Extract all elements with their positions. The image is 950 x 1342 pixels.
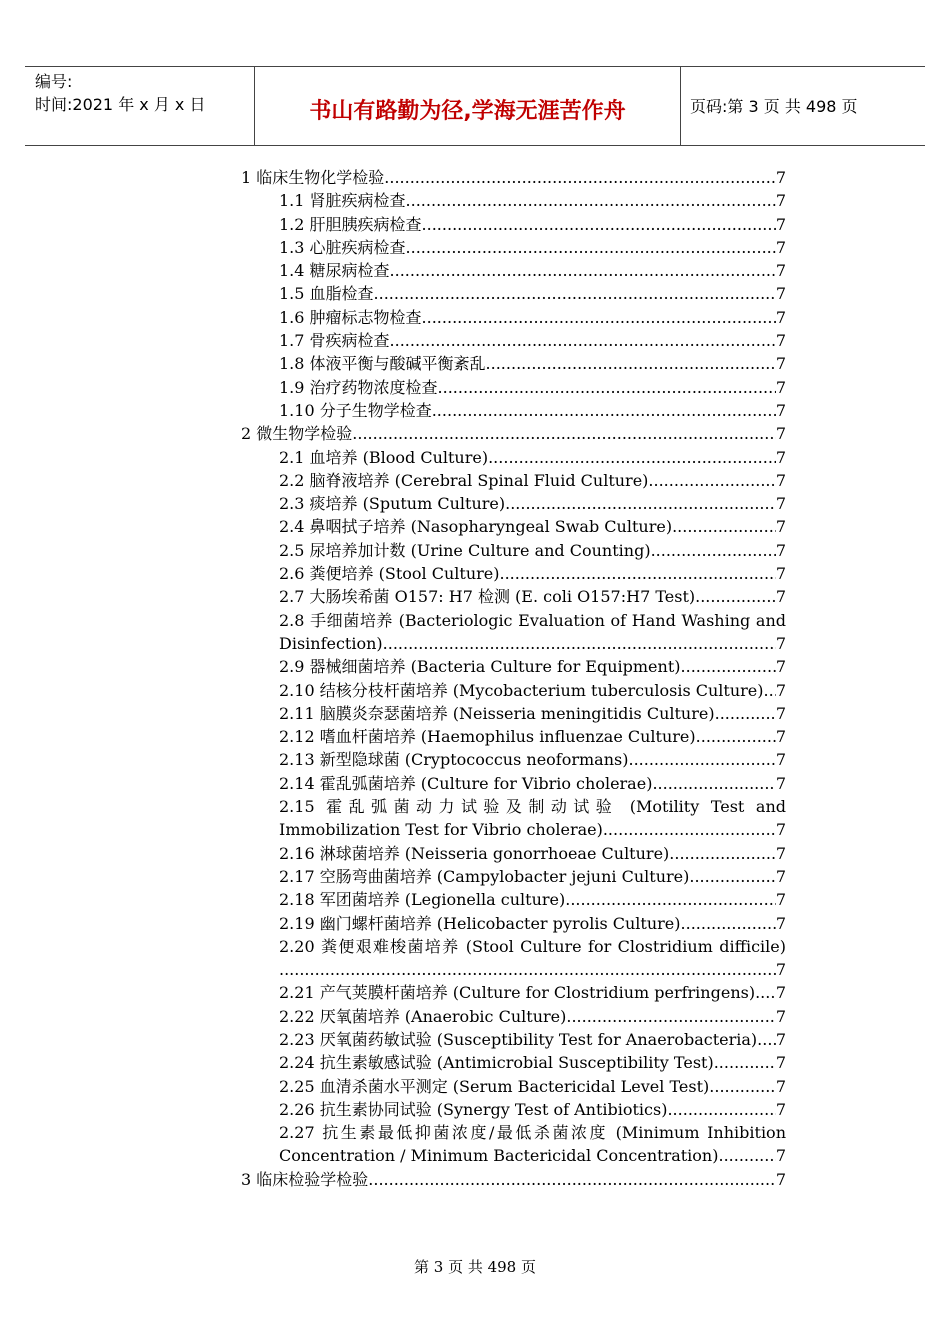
toc-page-number: 7 [775, 1006, 786, 1026]
toc-entry-title-continued: Immobilization Test for Vibrio cholerae) [279, 820, 603, 840]
toc-page-number: 7 [775, 564, 786, 584]
toc-entry[interactable] [279, 772, 786, 795]
toc-entry[interactable] [279, 329, 786, 352]
toc-entry[interactable] [279, 1075, 786, 1098]
page-footer: 第 3 页 共 498 页 [413, 1258, 536, 1276]
toc-entry-title: 2.24 抗生素敏感试验 (Antimicrobial Susceptibility Test) [279, 1053, 714, 1073]
toc-entry[interactable] [279, 492, 786, 515]
toc-entry[interactable] [279, 282, 786, 305]
toc-entry[interactable] [279, 935, 786, 982]
toc-page-number: 7 [775, 447, 786, 467]
toc-entry-title: 1.9 治疗药物浓度检查 [279, 377, 438, 397]
toc-entry-title: 2.6 粪便培养 (Stool Culture) [279, 564, 500, 584]
toc-entry[interactable] [279, 981, 786, 1004]
toc-entry-title: 2.5 尿培养加计数 (Urine Culture and Counting) [279, 540, 651, 560]
toc-entry-title: 1.1 肾脏疾病检查 [279, 191, 406, 211]
toc-entry[interactable] [279, 842, 786, 865]
toc-page-number: 7 [775, 168, 786, 187]
toc-entry-title: 2.2 脑脊液培养 (Cerebral Spinal Fluid Culture) [279, 470, 649, 490]
toc-entry-title: 2.3 痰培养 (Sputum Culture) [279, 494, 506, 514]
toc-page-number: 7 [775, 983, 786, 1003]
toc-page-number: 7 [775, 843, 786, 863]
toc-dot-leader [374, 282, 776, 305]
toc-entry-title: 2.9 器械细菌培养 (Bacteria Culture for Equipment) [279, 657, 681, 677]
toc-page-number: 7 [775, 890, 786, 910]
toc-page-number: 7 [775, 727, 786, 747]
toc-page-number: 7 [775, 237, 786, 257]
toc-dot-leader [709, 1075, 776, 1098]
toc-entry[interactable] [279, 585, 786, 608]
toc-dot-leader [279, 958, 776, 981]
toc-entry-title: 2.20 粪便艰难梭菌培养 (Stool Culture for Clostridium difficile) [279, 936, 786, 956]
table-of-contents [0, 166, 950, 1191]
toc-entry-title: 1.5 血脂检查 [279, 284, 374, 304]
toc-dot-leader [352, 422, 776, 445]
toc-entry-title: 2.23 厌氧菌药敏试验 (Susceptibility Test for Anaerobacteria) [279, 1029, 758, 1049]
toc-entry[interactable] [279, 236, 786, 259]
toc-entry-title: 1.10 分子生物学检查 [279, 400, 432, 420]
toc-page-number: 7 [775, 1169, 786, 1189]
toc-entry-title: 2.21 产气荚膜杆菌培养 (Culture for Clostridium perfringens) [279, 983, 756, 1003]
toc-entry-title: 2.14 霍乱弧菌培养 (Culture for Vibrio cholerae) [279, 773, 653, 793]
toc-entry[interactable] [279, 748, 786, 771]
toc-entry[interactable] [279, 539, 786, 562]
toc-page-number: 7 [775, 773, 786, 793]
toc-entry-title: 2.13 新型隐球菌 (Cryptococcus neoformans) [279, 750, 629, 770]
toc-entry[interactable] [279, 865, 786, 888]
toc-entry[interactable] [279, 888, 786, 911]
toc-dot-leader [628, 748, 775, 771]
toc-entry-title: 2.19 幽门螺杆菌培养 (Helicobacter pyrolis Culture) [279, 913, 681, 933]
toc-entry-title: 2.15 霍乱弧菌动力试验及制动试验 (Motility Test and [279, 797, 786, 817]
toc-dot-leader [368, 1168, 776, 1191]
toc-page-number: 7 [775, 517, 786, 537]
toc-entry[interactable] [279, 1051, 786, 1074]
toc-entry[interactable] [279, 562, 786, 585]
toc-entry-title-continued: Disinfection) [279, 633, 383, 653]
toc-page-number: 7 [775, 307, 786, 327]
toc-entry[interactable] [279, 399, 786, 422]
toc-entry[interactable] [279, 912, 786, 935]
toc-dot-leader [565, 888, 776, 911]
toc-dot-leader [672, 515, 776, 538]
toc-entry[interactable] [241, 166, 786, 189]
number-label: 编号: [35, 72, 73, 91]
toc-entry[interactable] [279, 702, 786, 725]
toc-entry[interactable] [279, 306, 786, 329]
toc-page-number: 7 [775, 657, 786, 677]
toc-page-number: 7 [775, 1099, 786, 1119]
toc-entry[interactable] [279, 515, 786, 538]
toc-page-number: 7 [775, 820, 786, 840]
toc-entry[interactable] [279, 1121, 786, 1168]
page-header [25, 66, 925, 146]
toc-entry[interactable] [279, 679, 786, 702]
date-label: 时间:2021 年 x 月 x 日 [35, 95, 206, 114]
toc-entry-title: 2.22 厌氧菌培养 (Anaerobic Culture) [279, 1006, 567, 1026]
toc-entry-title: 2.18 军团菌培养 (Legionella culture) [279, 890, 566, 910]
toc-dot-leader [755, 981, 776, 1004]
toc-entry-title: 2.27 抗生素最低抑菌浓度/最低杀菌浓度 (Minimum Inhibition [279, 1123, 786, 1143]
toc-page-number: 7 [775, 1053, 786, 1073]
toc-dot-leader [432, 399, 776, 422]
toc-dot-leader [505, 492, 776, 515]
toc-entry-title: 2.1 血培养 (Blood Culture) [279, 447, 489, 467]
toc-dot-leader [715, 702, 776, 725]
toc-page-number: 7 [775, 1029, 786, 1049]
toc-entry-title: 1.3 心脏疾病检查 [279, 237, 406, 257]
toc-page-number: 7 [775, 633, 786, 653]
toc-entry-title: 2.12 嗜血杆菌培养 (Haemophilus influenzae Culture) [279, 727, 696, 747]
toc-page-number: 7 [775, 494, 786, 514]
toc-page-number: 7 [775, 284, 786, 304]
toc-entry[interactable] [279, 446, 786, 469]
toc-entry-title: 2.11 脑膜炎奈瑟菌培养 (Neisseria meningitidis Culture) [279, 703, 715, 723]
toc-page-number: 7 [775, 377, 786, 397]
toc-entry-title-continued: Concentration / Minimum Bactericidal Concentration) [279, 1146, 719, 1166]
toc-dot-leader [488, 446, 776, 469]
toc-page-number: 7 [775, 400, 786, 420]
toc-entry[interactable] [279, 376, 786, 399]
toc-entry[interactable] [241, 1168, 786, 1191]
toc-entry[interactable] [279, 1098, 786, 1121]
toc-entry-title: 1.6 肿瘤标志物检查 [279, 307, 422, 327]
toc-dot-leader [669, 842, 776, 865]
toc-entry-title: 2.10 结核分枝杆菌培养 (Mycobacterium tuberculosis Culture) [279, 680, 764, 700]
toc-entry-title: 3 临床检验学检验 [241, 1169, 369, 1189]
toc-entry-title: 2.7 大肠埃希菌 O157: H7 检测 (E. coli O157:H7 Test) [279, 587, 696, 607]
toc-entry-title: 2 微生物学检验 [241, 424, 353, 444]
toc-dot-leader [383, 632, 776, 655]
toc-dot-leader [648, 469, 775, 492]
header-page-info: 页码:第 3 页 共 498 页 [690, 97, 858, 116]
toc-dot-leader [689, 865, 775, 888]
toc-entry-title: 2.26 抗生素协同试验 (Synergy Test of Antibiotics) [279, 1099, 668, 1119]
toc-entry[interactable] [279, 259, 786, 282]
header-motto-cell [254, 67, 681, 145]
toc-dot-leader [422, 306, 776, 329]
toc-dot-leader [566, 1005, 775, 1028]
toc-page-number: 7 [775, 913, 786, 933]
toc-dot-leader [695, 585, 776, 608]
toc-page-number: 7 [775, 750, 786, 770]
toc-entry-title: 2.8 手细菌培养 (Bacteriologic Evaluation of Hand Washing and [279, 610, 786, 630]
toc-page-number: 7 [775, 354, 786, 374]
toc-entry[interactable] [279, 725, 786, 748]
toc-dot-leader [718, 1144, 775, 1167]
toc-page-number: 7 [775, 703, 786, 723]
toc-entry-title: 1.2 肝胆胰疾病检查 [279, 214, 422, 234]
toc-dot-leader [757, 1028, 776, 1051]
header-motto: 书山有路勤为径,学海无涯苦作舟 [309, 99, 626, 124]
toc-dot-leader [406, 189, 776, 212]
toc-dot-leader [384, 166, 776, 189]
toc-page-number: 7 [775, 1146, 786, 1166]
toc-page-number: 7 [775, 587, 786, 607]
toc-page-number: 7 [775, 960, 786, 980]
toc-entry-title: 1.4 糖尿病检查 [279, 261, 390, 281]
toc-dot-leader [714, 1051, 776, 1074]
toc-page-number: 7 [775, 540, 786, 560]
toc-entry[interactable] [279, 352, 786, 375]
toc-entry-title: 2.25 血清杀菌水平测定 (Serum Bactericidal Level Test) [279, 1076, 710, 1096]
header-meta [25, 67, 254, 145]
toc-entry[interactable] [279, 795, 786, 842]
toc-entry[interactable] [279, 1005, 786, 1028]
toc-entry[interactable] [279, 469, 786, 492]
toc-dot-leader [390, 259, 776, 282]
toc-entry[interactable] [279, 189, 786, 212]
toc-page-number: 7 [775, 191, 786, 211]
toc-dot-leader [681, 655, 776, 678]
toc-page-number: 7 [775, 866, 786, 886]
toc-entry-title: 2.4 鼻咽拭子培养 (Nasopharyngeal Swab Culture) [279, 517, 673, 537]
toc-entry-title: 2.16 淋球菌培养 (Neisseria gonorrhoeae Culture) [279, 843, 670, 863]
toc-dot-leader [603, 818, 776, 841]
toc-dot-leader [681, 912, 776, 935]
toc-dot-leader [406, 236, 776, 259]
toc-entry[interactable] [241, 422, 786, 445]
toc-dot-leader [652, 772, 775, 795]
toc-entry[interactable] [279, 609, 786, 656]
toc-entry-title: 1.7 骨疾病检查 [279, 331, 390, 351]
toc-page-number: 7 [775, 424, 786, 444]
toc-entry[interactable] [279, 1028, 786, 1051]
toc-dot-leader [486, 352, 776, 375]
toc-entry-title: 1 临床生物化学检验 [241, 168, 385, 187]
toc-dot-leader [651, 539, 776, 562]
toc-dot-leader [696, 725, 776, 748]
toc-dot-leader [438, 376, 776, 399]
toc-dot-leader [390, 329, 776, 352]
toc-page-number: 7 [775, 680, 786, 700]
toc-entry[interactable] [279, 655, 786, 678]
toc-dot-leader [499, 562, 775, 585]
toc-entry[interactable] [279, 213, 786, 236]
toc-page-number: 7 [775, 331, 786, 351]
toc-entry-title: 1.8 体液平衡与酸碱平衡紊乱 [279, 354, 486, 374]
toc-dot-leader [422, 213, 776, 236]
toc-page-number: 7 [775, 470, 786, 490]
toc-page-number: 7 [775, 1076, 786, 1096]
toc-page-number: 7 [775, 261, 786, 281]
toc-page-number: 7 [775, 214, 786, 234]
toc-entry-title: 2.17 空肠弯曲菌培养 (Campylobacter jejuni Culture) [279, 866, 690, 886]
toc-dot-leader [667, 1098, 775, 1121]
toc-dot-leader [764, 679, 776, 702]
